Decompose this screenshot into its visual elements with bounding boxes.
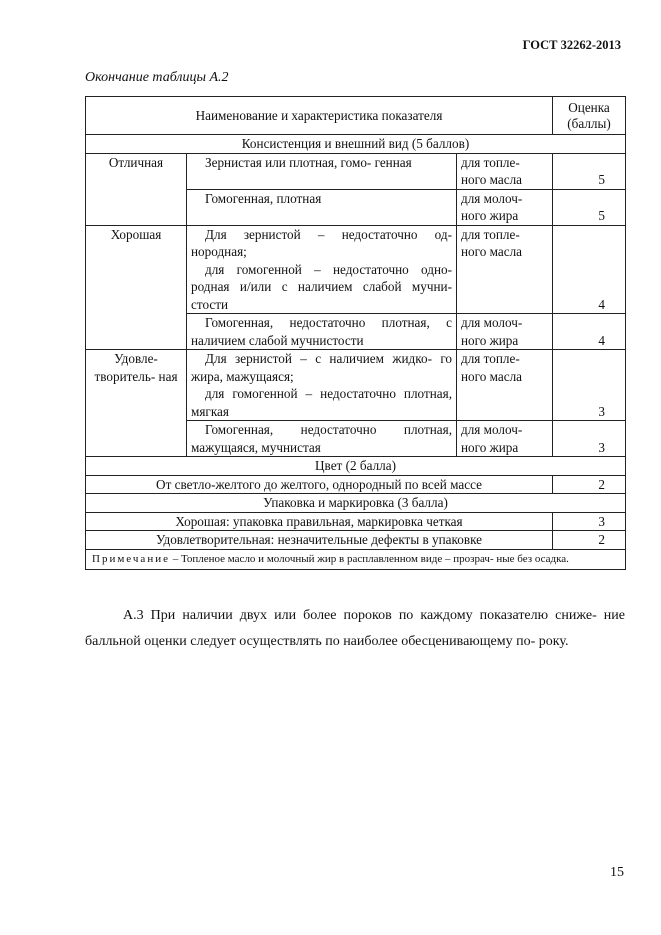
- standard-number: ГОСТ 32262-2013: [522, 38, 621, 52]
- note-lead: Примечание: [92, 552, 170, 565]
- product-kind-cell: для молоч- ного жира: [457, 189, 553, 225]
- section-packaging: Упаковка и маркировка (3 балла): [86, 494, 626, 513]
- description-cell: Гомогенная, плотная: [187, 189, 457, 225]
- section-row: [86, 135, 626, 154]
- table-row: [86, 350, 626, 421]
- table-row: [86, 475, 626, 494]
- note-row: [86, 549, 626, 569]
- column-header-name: Наименование и характеристика показателя: [86, 97, 553, 135]
- table-row: [86, 153, 626, 189]
- section-consistency: Консистенция и внешний вид (5 баллов): [86, 135, 626, 154]
- product-kind-cell: для топле- ного масла: [457, 350, 553, 421]
- score-cell: 3: [553, 350, 626, 421]
- product-kind-cell: для топле- ного масла: [457, 225, 553, 314]
- column-header-score: Оценка (баллы): [553, 97, 626, 135]
- table-row: [86, 225, 626, 314]
- score-cell: 3: [553, 421, 626, 457]
- score-cell: 4: [553, 314, 626, 350]
- product-kind-cell: для топле- ного масла: [457, 153, 553, 189]
- description-line: для гомогенной – недостаточно плотная, мягкая: [191, 386, 452, 419]
- paragraph-a3: А.3 При наличии двух или более пороков по каждому показателю сниже- ние балльной оценки следует осуществлять по наиболее обесценивающему по- року.: [85, 608, 625, 649]
- table-note: [86, 549, 626, 569]
- description-line: Для зернистой – недостаточно од- нородная;: [191, 226, 452, 259]
- grade-good: Хорошая: [86, 225, 187, 350]
- section-color: Цвет (2 балла): [86, 457, 626, 476]
- score-cell: 2: [553, 531, 626, 550]
- packaging-good: Хорошая: упаковка правильная, маркировка четкая: [86, 512, 553, 531]
- product-kind-cell: для молоч- ного жира: [457, 421, 553, 457]
- description-line: для гомогенной – недостаточно одно- родная и/или с наличием слабой мучни- стости: [191, 261, 452, 312]
- table-header-row: [86, 97, 626, 135]
- description-cell: [187, 225, 457, 314]
- note-text: – Топленое масло и молочный жир в расплавленном виде – прозрач- ные без осадка.: [169, 552, 569, 565]
- description-cell: Гомогенная, недостаточно плотная, с наличием слабой мучнистости: [187, 314, 457, 350]
- section-row: [86, 457, 626, 476]
- assessment-table: [85, 96, 626, 570]
- section-row: [86, 494, 626, 513]
- page-number: 15: [610, 865, 624, 880]
- grade-excellent: Отличная: [86, 153, 187, 225]
- score-cell: 5: [553, 189, 626, 225]
- score-cell: 4: [553, 225, 626, 314]
- score-cell: 3: [553, 512, 626, 531]
- table-row: [86, 531, 626, 550]
- color-description: От светло-желтого до желтого, однородный по всей массе: [86, 475, 553, 494]
- score-cell: 5: [553, 153, 626, 189]
- description-line: Для зернистой – с наличием жидко- го жира, мажущаяся;: [191, 351, 452, 384]
- grade-satisfactory: Удовле- творитель- ная: [86, 350, 187, 457]
- description-cell: Гомогенная, недостаточно плотная, мажущаяся, мучнистая: [187, 421, 457, 457]
- product-kind-cell: для молоч- ного жира: [457, 314, 553, 350]
- description-cell: [187, 350, 457, 421]
- description-cell: Зернистая или плотная, гомо- генная: [187, 153, 457, 189]
- packaging-satisfactory: Удовлетворительная: незначительные дефекты в упаковке: [86, 531, 553, 550]
- table-row: [86, 512, 626, 531]
- score-cell: 2: [553, 475, 626, 494]
- table-caption: Окончание таблицы А.2: [85, 70, 229, 85]
